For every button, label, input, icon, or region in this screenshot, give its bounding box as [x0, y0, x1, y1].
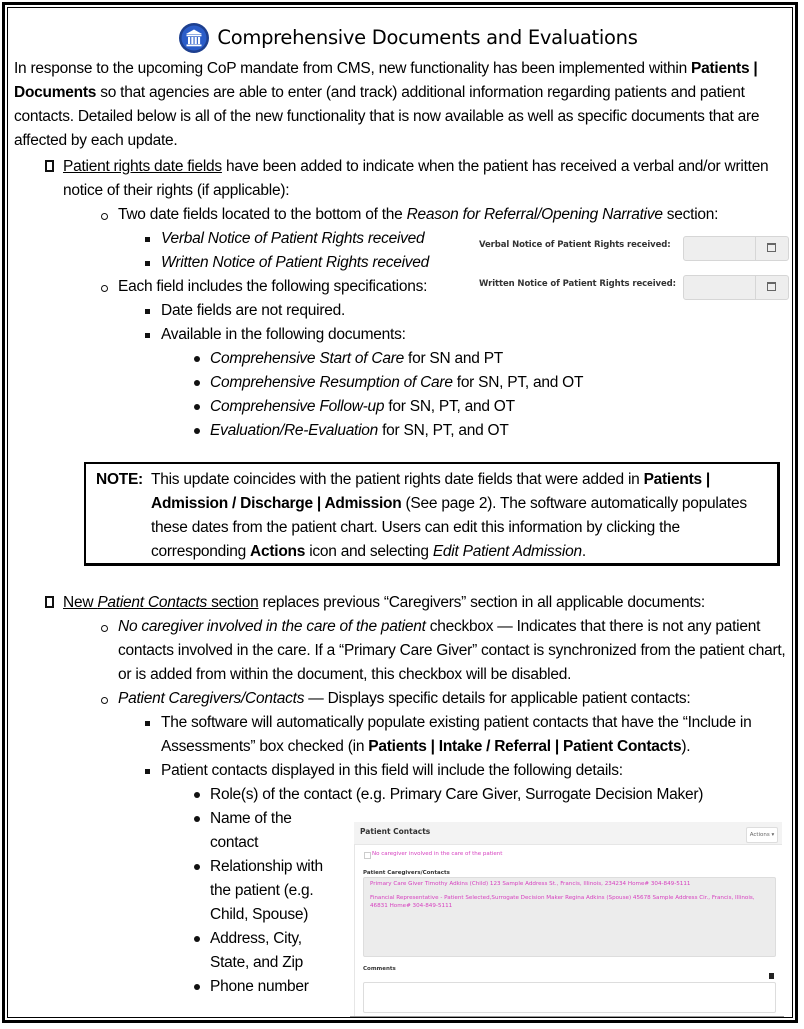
no-caregiver-description	[14, 615, 792, 687]
detail-item	[14, 783, 792, 807]
document-item	[14, 371, 792, 395]
note-box	[84, 462, 780, 566]
divider	[354, 844, 355, 1016]
contact-entry: Financial Representative - Patient Selected,Surrogate Decision Maker Regina Adkins (Spouse) 45678 Sample Address Cir., Francis, Illinois, 46831 Home# 304-849-5111	[370, 895, 755, 909]
list-item	[14, 711, 792, 759]
menu-path: Patients | Intake / Referral | Patient Contacts	[368, 738, 682, 755]
list-item	[14, 323, 792, 347]
patient-contacts-link: New Patient Contacts section	[63, 594, 259, 611]
calendar-icon	[767, 282, 776, 291]
dot-bullet-icon	[194, 428, 200, 434]
intro-text-rest: so that agencies are able to enter (and track) additional information regarding patients and patient contacts. Detailed below is all of the new functionality that is now available as well as specific documents that are affected by each update.	[14, 84, 760, 149]
written-notice-label: Written Notice of Patient Rights received:	[479, 279, 676, 289]
note-label: NOTE:	[96, 471, 143, 488]
comments-label: Comments	[363, 966, 396, 972]
text: Relationship with the patient (e.g. Child, Spouse)	[210, 858, 323, 923]
written-notice-date-input[interactable]	[683, 275, 789, 300]
text: checkbox — Indicates that there is not any patient contacts involved in the care. If a “Primary Care Giver” contact is synchronized from the patient chart, or is added from within the document, this checkbox will be disabled.	[118, 618, 786, 683]
intro-text: In response to the upcoming CoP mandate from CMS, new functionality has been implemented within	[14, 60, 692, 77]
square-bullet-icon	[145, 309, 150, 314]
dot-bullet-icon	[194, 816, 200, 822]
dot-bullet-icon	[194, 792, 200, 798]
patient-contacts-screenshot	[350, 820, 784, 1020]
actions-dropdown-button[interactable]: Actions ▾	[746, 827, 778, 843]
building-columns-icon	[178, 22, 210, 54]
no-caregiver-label: No caregiver involved in the care of the patient	[372, 851, 503, 857]
text: Two date fields located to the bottom of the	[118, 206, 407, 223]
list-item	[14, 759, 792, 783]
written-notice-item: Written Notice of Patient Rights received	[161, 254, 430, 271]
text: Name of the contact	[210, 810, 292, 851]
text: The software will automatically populate existing patient contacts that have the “Include in Assessments” box checked (in	[161, 714, 752, 755]
text: Address, City, State, and Zip	[210, 930, 304, 971]
dot-bullet-icon	[194, 380, 200, 386]
intro-path: Patients | Documents	[14, 60, 758, 101]
written-notice-row	[476, 273, 796, 301]
divider	[350, 1016, 784, 1017]
detail-item	[14, 927, 318, 975]
caregivers-contacts-description	[14, 687, 792, 711]
calendar-button[interactable]	[755, 276, 788, 299]
dot-bullet-icon	[194, 864, 200, 870]
text: Role(s) of the contact (e.g. Primary Care Giver, Surrogate Decision Maker)	[210, 786, 704, 803]
checkbox-bullet-icon	[45, 596, 54, 608]
dot-bullet-icon	[194, 936, 200, 942]
square-bullet-icon	[145, 333, 150, 338]
text: Patient contacts displayed in this field will include the following details:	[161, 762, 623, 779]
available-docs-item: Available in the following documents:	[161, 326, 406, 343]
section-patient-rights	[14, 155, 792, 203]
page-title	[14, 20, 792, 56]
circle-bullet-icon	[101, 697, 108, 704]
panel-header	[354, 822, 782, 845]
document-name: Evaluation/Re-Evaluation	[210, 422, 379, 439]
square-bullet-icon	[145, 769, 150, 774]
date-fields-location	[14, 203, 792, 227]
text: section:	[662, 206, 719, 223]
circle-bullet-icon	[101, 285, 108, 292]
intro-paragraph	[14, 57, 792, 153]
title-text: Comprehensive Documents and Evaluations	[217, 26, 638, 49]
verbal-notice-label: Verbal Notice of Patient Rights received:	[479, 240, 671, 250]
detail-item	[14, 855, 328, 927]
contact-entry: Primary Care Giver Timothy Adkins (Child) 123 Sample Address St., Francis, Illinois, 234234 Home# 304-849-5111	[370, 881, 691, 887]
patient-rights-link: Patient rights date fields	[63, 158, 222, 175]
note-body: This update coincides with the patient rights date fields that were added in Patients | Admission / Discharge | Admission (See page 2). The software automatically populates these dates from the patient chart. Users can edit this information by clicking the corresponding Actions icon and selecting Edit Patient Admission.	[151, 471, 747, 560]
circle-bullet-icon	[101, 213, 108, 220]
checkbox-name: No caregiver involved in the care of the patient	[118, 618, 426, 635]
field-name: Patient Caregivers/Contacts	[118, 690, 305, 707]
comments-textarea[interactable]	[363, 982, 776, 1013]
no-caregiver-checkbox[interactable]	[364, 852, 371, 859]
text: — Displays specific details for applicable patient contacts:	[304, 690, 691, 707]
section-patient-contacts	[14, 591, 792, 615]
not-required-item: Date fields are not required.	[161, 302, 346, 319]
date-fields-screenshot	[476, 232, 796, 312]
document-item	[14, 347, 792, 371]
document-name: Comprehensive Follow-up	[210, 398, 385, 415]
disciplines: for SN and PT	[403, 350, 503, 367]
text: Phone number	[210, 978, 309, 995]
detail-item	[14, 807, 330, 855]
section1-text: have been added to indicate when the patient has received a verbal and/or written notice of their rights (if applicable):	[63, 158, 769, 199]
square-bullet-icon	[145, 237, 150, 242]
disciplines: for SN, PT, and OT	[452, 374, 584, 391]
circle-bullet-icon	[101, 625, 108, 632]
dot-bullet-icon	[194, 984, 200, 990]
text: ).	[681, 738, 691, 755]
contacts-label: Patient Caregivers/Contacts	[363, 870, 450, 876]
checkbox-bullet-icon	[45, 160, 54, 172]
specifications-text: Each field includes the following specifications:	[118, 278, 428, 295]
panel-title: Patient Contacts	[360, 827, 431, 836]
disciplines: for SN, PT, and OT	[378, 422, 509, 439]
calendar-button[interactable]	[755, 237, 788, 260]
square-bullet-icon	[145, 721, 150, 726]
document-item	[14, 419, 792, 443]
verbal-notice-item: Verbal Notice of Patient Rights received	[161, 230, 425, 247]
document-icon[interactable]	[769, 973, 774, 979]
dot-bullet-icon	[194, 356, 200, 362]
square-bullet-icon	[145, 261, 150, 266]
document-name: Comprehensive Start of Care	[210, 350, 404, 367]
calendar-icon	[767, 243, 776, 252]
document-item	[14, 395, 792, 419]
verbal-notice-row	[476, 234, 796, 262]
section-name: Reason for Referral/Opening Narrative	[406, 206, 663, 223]
verbal-notice-date-input[interactable]	[683, 236, 789, 261]
document-name: Comprehensive Resumption of Care	[210, 374, 453, 391]
section2-text: replaces previous “Caregivers” section in all applicable documents:	[258, 594, 705, 611]
contacts-textarea[interactable]	[363, 877, 776, 957]
disciplines: for SN, PT, and OT	[384, 398, 515, 415]
dot-bullet-icon	[194, 404, 200, 410]
